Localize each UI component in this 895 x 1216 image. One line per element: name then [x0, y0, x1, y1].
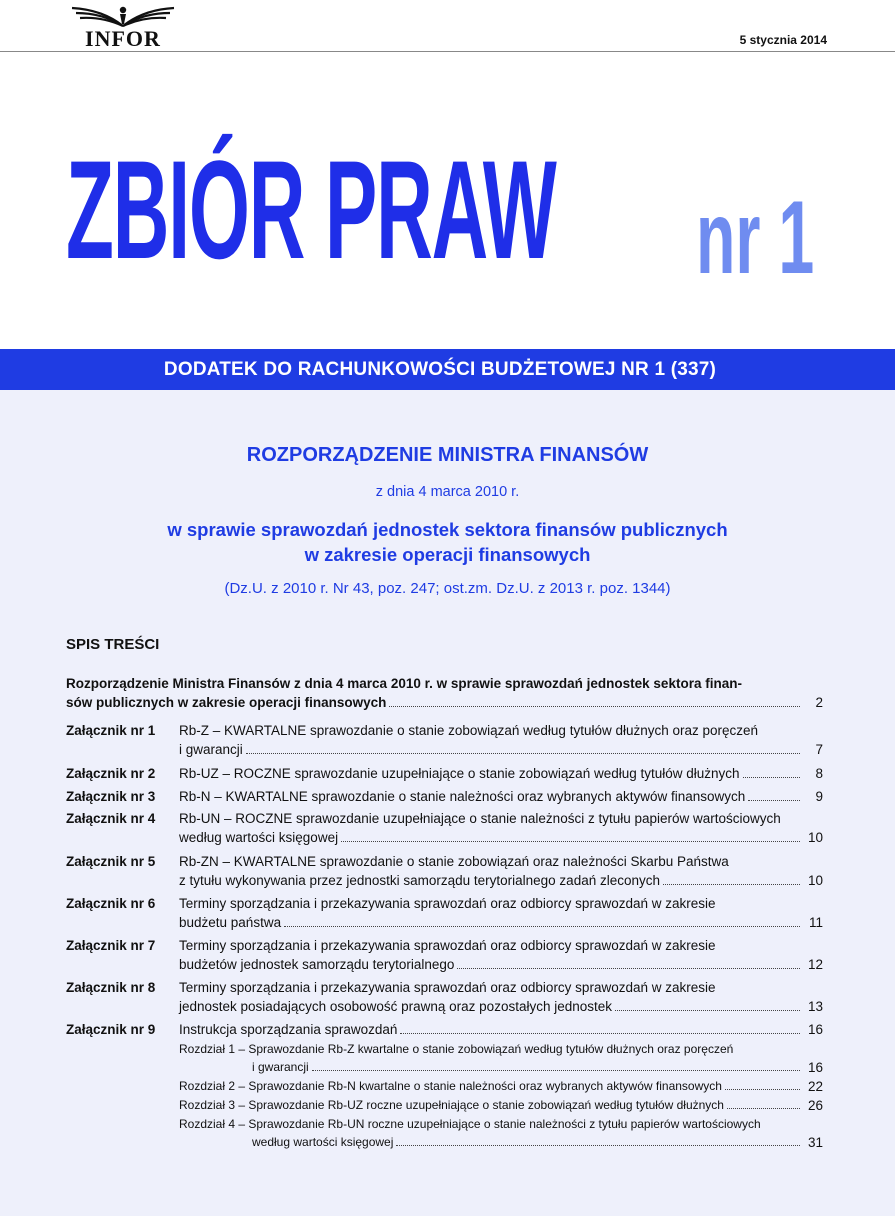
chapter-title-line-2: według wartości księgowej: [252, 1135, 394, 1149]
toc-page-number: 7: [815, 742, 823, 757]
annex-title-line-2: jednostek posiadających osobowość prawną oraz pozostałych jednostek: [179, 999, 613, 1014]
annex-label: Załącznik nr 7: [66, 938, 156, 953]
book-wings-icon: [68, 2, 178, 28]
regulation-subject-line-2: w zakresie operacji finansowych: [304, 544, 591, 565]
annex-title-line-2: według wartości księgowej: [179, 830, 339, 845]
annex-entry[interactable]: [179, 956, 804, 973]
toc-page-number: 8: [815, 766, 823, 781]
annex-label: Załącznik nr 4: [66, 811, 156, 826]
header-rule: [0, 51, 895, 52]
issue-number: nr 1: [696, 180, 815, 296]
regulation-title: ROZPORZĄDZENIE MINISTRA FINANSÓW: [246, 444, 649, 466]
regulation-subject-line-1: w sprawie sprawozdań jednostek sektora finansów publicznych: [167, 519, 728, 540]
toc-page-number: 26: [807, 1098, 823, 1113]
leader-dots: [725, 1089, 800, 1090]
leader-dots: [396, 1145, 800, 1146]
infor-logo: [64, 2, 182, 50]
toc-page-number: 9: [815, 789, 823, 804]
annex-title-line-1[interactable]: Terminy sporządzania i przekazywania sprawozdań oraz odbiorcy sprawozdań w zakresie: [179, 938, 716, 953]
masthead: [66, 131, 895, 310]
annex-title-line-2: budżetów jednostek samorządu terytorialnego: [179, 957, 455, 972]
leader-dots: [663, 884, 800, 885]
chapter-title-line-1: Rozdział 3 – Sprawozdanie Rb-UZ roczne uzupełniające o stanie zobowiązań według tytułów dłużnych: [179, 1098, 724, 1112]
toc-page-number: 10: [807, 830, 823, 845]
annex-label: Załącznik nr 9: [66, 1022, 156, 1037]
toc-page-number: 16: [807, 1060, 823, 1075]
leader-dots: [727, 1108, 800, 1109]
leader-dots: [748, 800, 800, 801]
annex-entry[interactable]: [179, 765, 804, 782]
annex-title-line-2: i gwarancji: [179, 742, 243, 757]
leader-dots: [457, 968, 800, 969]
publication-title: ZBIÓR PRAW: [66, 131, 556, 288]
annex-entry[interactable]: [179, 998, 804, 1015]
toc-page-number: 2: [815, 695, 823, 710]
annex-title-line-1: Instrukcja sporządzania sprawozdań: [179, 1022, 398, 1037]
leader-dots: [284, 926, 800, 927]
annex-title-line-2: z tytułu wykonywania przez jednostki samorządu terytorialnego zadań zleconych: [179, 873, 660, 888]
toc-heading: SPIS TREŚCI: [66, 636, 160, 653]
annex-title-line-1[interactable]: Terminy sporządzania i przekazywania sprawozdań oraz odbiorcy sprawozdań w zakresie: [179, 896, 716, 911]
annex-label: Załącznik nr 2: [66, 766, 156, 781]
annex-title-line-1[interactable]: Rb-UN – ROCZNE sprawozdanie uzupełniające o stanie należności z tytułu papierów wartościowych: [179, 811, 781, 826]
leader-dots: [312, 1070, 800, 1071]
toc-main-entry[interactable]: [66, 694, 804, 711]
chapter-entry[interactable]: [252, 1135, 804, 1150]
leader-dots: [615, 1010, 800, 1011]
toc-page-number: 12: [807, 957, 823, 972]
annex-label: Załącznik nr 5: [66, 854, 156, 869]
annex-label: Załącznik nr 1: [66, 723, 156, 738]
toc-page-number: 16: [807, 1022, 823, 1037]
annex-entry[interactable]: [179, 1021, 804, 1038]
annex-label: Załącznik nr 6: [66, 896, 156, 911]
annex-title-line-1[interactable]: Terminy sporządzania i przekazywania sprawozdań oraz odbiorcy sprawozdań w zakresie: [179, 980, 716, 995]
annex-title-line-2: budżetu państwa: [179, 915, 282, 930]
toc-page-number: 11: [808, 915, 823, 930]
annex-label: Załącznik nr 8: [66, 980, 156, 995]
toc-page-number: 22: [807, 1079, 823, 1094]
annex-entry[interactable]: [179, 741, 804, 758]
supplement-title: DODATEK DO RACHUNKOWOŚCI BUDŻETOWEJ NR 1 (337): [163, 359, 717, 380]
regulation-date: z dnia 4 marca 2010 r.: [375, 484, 520, 500]
toc-page-number: 10: [807, 873, 823, 888]
annex-label: Załącznik nr 3: [66, 789, 156, 804]
leader-dots: [246, 753, 800, 754]
chapter-title-line-2: i gwarancji: [252, 1060, 309, 1074]
leader-dots: [341, 841, 800, 842]
annex-entry[interactable]: [179, 872, 804, 889]
toc-page-number: 31: [807, 1135, 823, 1150]
toc-page-number: 13: [807, 999, 823, 1014]
annex-title-line-1[interactable]: Rb-ZN – KWARTALNE sprawozdanie o stanie zobowiązań oraz należności Skarbu Państwa: [179, 854, 729, 869]
toc-main-line-1[interactable]: Rozporządzenie Ministra Finansów z dnia 4 marca 2010 r. w sprawie sprawozdań jednostek sektora finan-: [66, 676, 742, 691]
annex-entry[interactable]: [179, 788, 804, 805]
regulation-reference: (Dz.U. z 2010 r. Nr 43, poz. 247; ost.zm. Dz.U. z 2013 r. poz. 1344): [224, 580, 671, 597]
chapter-entry[interactable]: [252, 1060, 804, 1075]
supplement-band: [0, 349, 895, 390]
issue-date: 5 stycznia 2014: [739, 33, 827, 47]
toc-main-line-2: sów publicznych w zakresie operacji finansowych: [66, 695, 387, 710]
chapter-entry[interactable]: [179, 1079, 804, 1094]
chapter-title-line-1: Rozdział 2 – Sprawozdanie Rb-N kwartalne o stanie należności oraz wybranych aktywów finansowych: [179, 1079, 722, 1093]
leader-dots: [389, 706, 800, 707]
chapter-title-line-1[interactable]: Rozdział 1 – Sprawozdanie Rb-Z kwartalne o stanie zobowiązań według tytułów dłużnych oraz poręczeń: [179, 1042, 734, 1056]
leader-dots: [400, 1033, 800, 1034]
annex-entry[interactable]: [179, 914, 804, 931]
chapter-entry[interactable]: [179, 1098, 804, 1113]
chapter-title-line-1[interactable]: Rozdział 4 – Sprawozdanie Rb-UN roczne uzupełniające o stanie należności z tytułu papierów wartościowych: [179, 1117, 761, 1131]
annex-entry[interactable]: [179, 829, 804, 846]
logo-wordmark: INFOR: [85, 26, 161, 51]
annex-title-line-1[interactable]: Rb-Z – KWARTALNE sprawozdanie o stanie zobowiązań według tytułów dłużnych oraz poręczeń: [179, 723, 759, 738]
annex-title-line-1: Rb-UZ – ROCZNE sprawozdanie uzupełniające o stanie zobowiązań według tytułów dłużnych: [179, 766, 740, 781]
leader-dots: [743, 777, 800, 778]
annex-title-line-1: Rb-N – KWARTALNE sprawozdanie o stanie należności oraz wybranych aktywów finansowych: [179, 789, 746, 804]
